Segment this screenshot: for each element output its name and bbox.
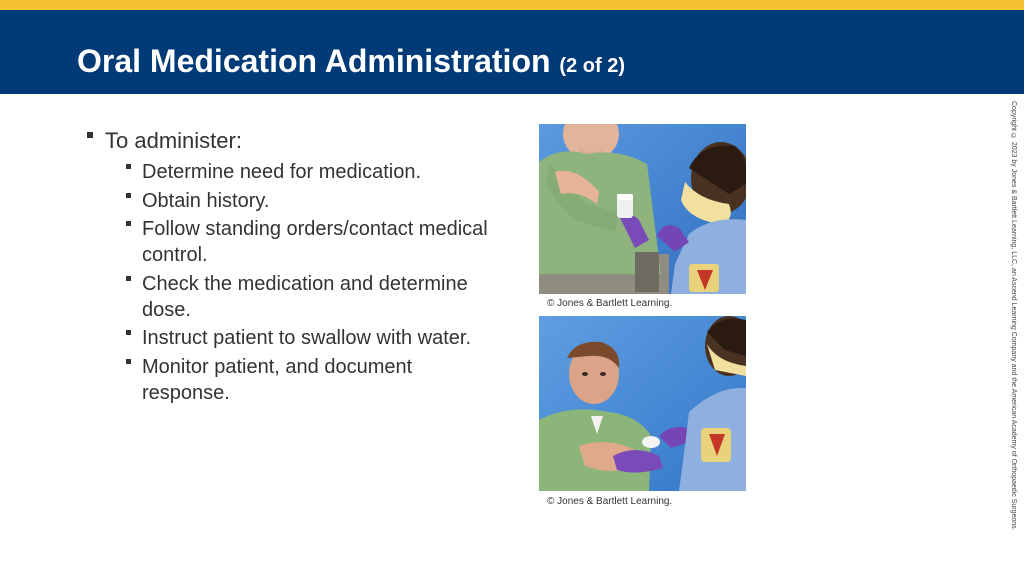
list-item xyxy=(142,325,505,351)
list-item xyxy=(142,216,505,268)
list-item xyxy=(142,354,505,406)
bullet-lead-text: To administer: xyxy=(105,128,242,153)
photo-emt-offering-medication xyxy=(539,124,746,294)
square-bullet-icon xyxy=(126,330,131,335)
list-item xyxy=(142,188,505,214)
steps-list xyxy=(85,159,505,406)
accent-stripe xyxy=(0,0,1024,10)
slide-title xyxy=(77,42,625,80)
slide-title-suffix: (2 of 2) xyxy=(559,55,625,77)
step-text: Instruct patient to swallow with water. xyxy=(142,327,472,349)
step-text: Check the medication and determine dose. xyxy=(142,272,468,321)
step-text: Determine need for medication. xyxy=(142,161,422,183)
square-bullet-icon xyxy=(126,164,131,169)
step-text: Obtain history. xyxy=(142,189,270,212)
step-text: Follow standing orders/contact medical control. xyxy=(142,218,488,266)
square-bullet-icon xyxy=(126,359,131,364)
title-bar xyxy=(0,10,1024,94)
list-item xyxy=(142,159,505,185)
photo-illustration xyxy=(539,124,746,294)
square-bullet-icon xyxy=(126,276,131,281)
square-bullet-icon xyxy=(126,193,131,198)
photo-patient-taking-pill xyxy=(539,316,746,491)
list-item xyxy=(142,271,505,323)
bullet-content xyxy=(85,127,505,408)
image-credit: © Jones & Bartlett Learning. xyxy=(547,496,673,507)
square-bullet-icon xyxy=(126,221,131,226)
square-bullet-icon xyxy=(87,132,93,138)
step-text: Monitor patient, and document response. xyxy=(142,355,413,404)
bullet-lead xyxy=(85,127,505,155)
photo-illustration xyxy=(539,316,746,491)
slide-title-text: Oral Medication Administration xyxy=(77,43,551,79)
copyright-notice: Copyright © 2023 by Jones & Bartlett Learning, LLC, an Ascend Learning Company and the American Academy of Orthopaedic Surgeons. xyxy=(1010,101,1017,531)
image-credit: © Jones & Bartlett Learning. xyxy=(547,298,673,309)
